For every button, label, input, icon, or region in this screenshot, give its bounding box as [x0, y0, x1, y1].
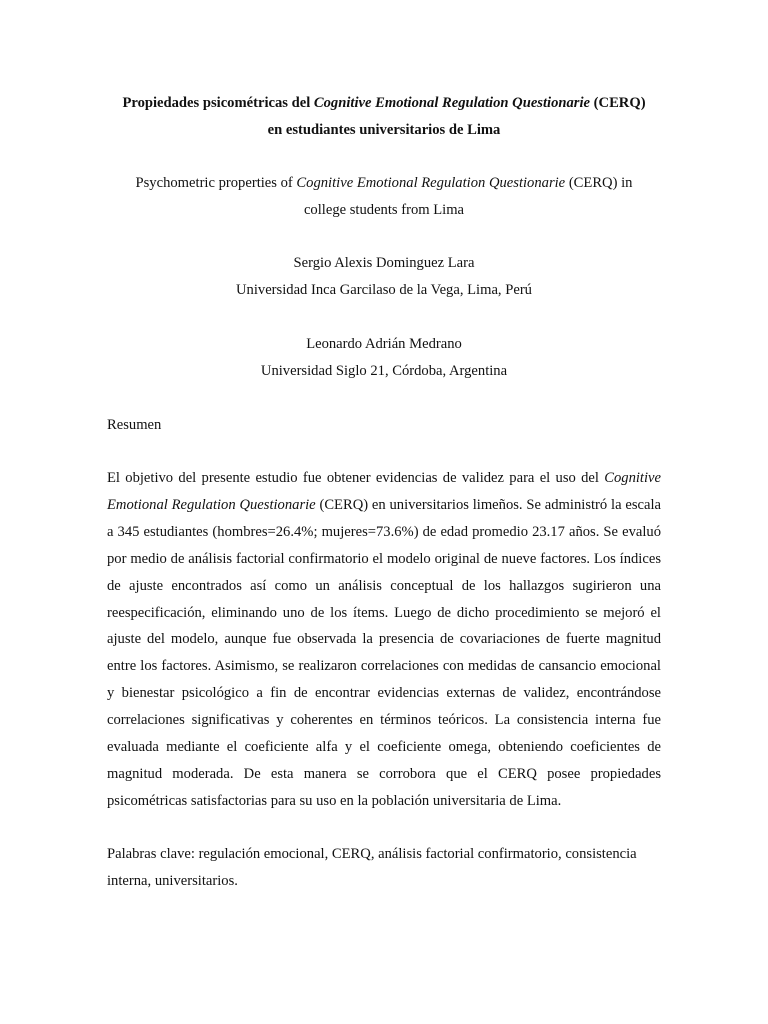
- author-2-affiliation: Universidad Siglo 21, Córdoba, Argentina: [260, 363, 508, 379]
- author-2: [107, 331, 661, 385]
- document-page: [107, 90, 661, 895]
- title-spanish: [107, 90, 661, 144]
- title-english-line1: Psychometric properties of Cognitive Emotional Regulation Questionarie (CERQ) in: [135, 175, 633, 191]
- title-english-line2: college students from Lima: [303, 202, 465, 218]
- title-english-italic: Cognitive Emotional Regulation Questionarie: [296, 175, 566, 191]
- title-spanish-line2: en estudiantes universitarios de Lima: [267, 122, 501, 138]
- title-spanish-line1: Propiedades psicométricas del Cognitive Emotional Regulation Questionarie (CERQ): [122, 95, 646, 111]
- title-english: [107, 170, 661, 224]
- abstract-italic-title: Cognitive Emotional Regulation Questionarie: [107, 470, 661, 513]
- author-1-affiliation: Universidad Inca Garcilaso de la Vega, Lima, Perú: [236, 282, 532, 298]
- author-1-name: Sergio Alexis Dominguez Lara: [293, 255, 475, 271]
- keywords: Palabras clave: regulación emocional, CERQ, análisis factorial confirmatorio, consistencia interna, universitarios.: [107, 845, 637, 889]
- author-2-name: Leonardo Adrián Medrano: [306, 336, 462, 352]
- abstract-heading: Resumen: [107, 417, 162, 433]
- author-1: [107, 250, 661, 304]
- abstract-body: El objetivo del presente estudio fue obtener evidencias de validez para el uso del Cognitive Emotional Regulation Questionarie (CERQ) en universitarios limeños. Se administró la escala a 345 estudiantes (hombres=26.4%; mujeres=73.6%) de edad promedio 23.17 años. Se evaluó por medio de análisis factorial confirmatorio el modelo original de nueve factores. Los índices de ajuste encontrados así como un análisis conceptual de los hallazgos sugirieron una reespecificación, eliminando uno de los ítems. Luego de dicho procedimiento se mejoró el ajuste del modelo, aunque fue observada la presencia de covariaciones de fuerte magnitud entre los factores. Asimismo, se realizaron correlaciones con medidas de cansancio emocional y bienestar psicológico a fin de encontrar evidencias externas de validez, encontrándose correlaciones significativas y coherentes en términos teóricos. La consistencia interna fue evaluada mediante el coeficiente alfa y el coeficiente omega, obteniendo coeficientes de magnitud moderada. De esta manera se corrobora que el CERQ posee propiedades psicométricas satisfactorias para su uso en la población universitaria de Lima.: [107, 470, 661, 809]
- title-spanish-italic: Cognitive Emotional Regulation Questionarie: [313, 95, 591, 111]
